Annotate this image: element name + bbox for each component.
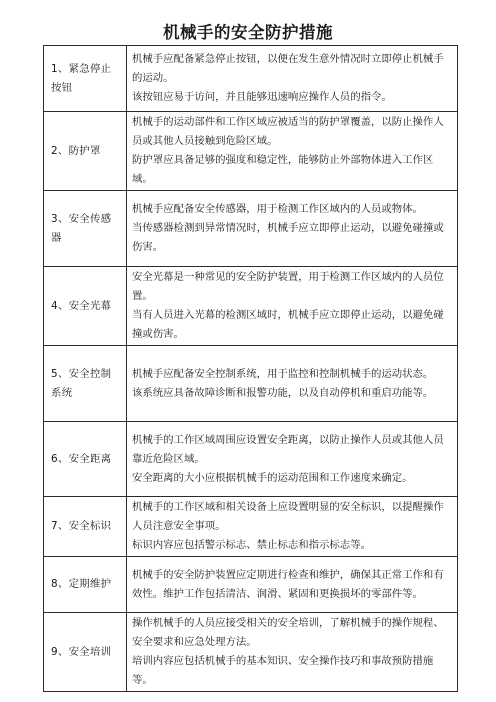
row-content [127, 46, 458, 112]
table-row [44, 422, 458, 497]
row-paragraph: 机械手的运动部件和工作区域应被适当的防护罩覆盖，以防止操作人员或其他人员接触到危险区域。 [132, 116, 444, 147]
row-label: 3、安全传感器 [44, 191, 127, 267]
row-content [127, 422, 458, 497]
row-paragraph: 机械手的工作区域周围应设置安全距离，以防止操作人员或其他人员靠近危险区域。 [132, 433, 444, 465]
row-paragraph: 机械手应配备紧急停止按钮，以便在发生意外情况时立即停止机械手的运动。 [132, 53, 444, 84]
row-label: 9、安全培训 [44, 613, 127, 692]
row-paragraph: 机械手应配备安全控制系统，用于监控和控制机械手的运动状态。 [132, 367, 434, 380]
row-paragraph: 该系统应具备故障诊断和报警功能，以及自动停机和重启功能等。 [132, 386, 434, 399]
row-paragraph: 安全距离的大小应根据机械手的运动范围和工作速度来确定。 [132, 471, 413, 484]
row-paragraph: 该按钮应易于访问，并且能够迅速响应操作人员的指令。 [132, 91, 392, 103]
row-paragraph: 防护罩应具备足够的强度和稳定性，能够防止外部物体进入工作区域。 [132, 154, 434, 185]
row-content [127, 613, 458, 692]
row-content [127, 557, 458, 613]
row-label: 7、安全标识 [44, 497, 127, 557]
row-paragraph: 当有人员进入光幕的检测区域时，机械手应立即停止运动，以避免碰撞或伤害。 [132, 309, 444, 340]
row-label: 2、防护罩 [44, 112, 127, 191]
table-row [44, 112, 458, 191]
table-row [44, 267, 458, 346]
row-paragraph: 当传感器检测到异常情况时，机械手应立即停止运动，以避免碰撞或伤害。 [132, 222, 444, 253]
row-label: 4、安全光幕 [44, 267, 127, 346]
row-paragraph: 培训内容应包括机械手的基本知识、安全操作技巧和事故预防措施等。 [132, 655, 434, 686]
table-row [44, 346, 458, 422]
row-label: 5、安全控制系统 [44, 346, 127, 422]
row-label: 8、定期维护 [44, 557, 127, 613]
safety-measures-table [43, 45, 458, 692]
row-content [127, 346, 458, 422]
table-row [44, 191, 458, 267]
row-content [127, 497, 458, 557]
row-label: 6、安全距离 [44, 422, 127, 497]
row-paragraph: 机械手应配备安全传感器，用于检测工作区域内的人员或物体。 [132, 203, 423, 215]
document-title: 机械手的安全防护措施 [163, 23, 333, 42]
row-paragraph: 机械手的安全防护装置应定期进行检查和维护，确保其正常工作和有效性。维护工作包括清洁、润滑、紧固和更换损坏的零部件等。 [132, 568, 444, 600]
table-row [44, 497, 458, 557]
row-paragraph: 安全光幕是一种常见的安全防护装置，用于检测工作区域内的人员位置。 [132, 271, 444, 302]
row-content [127, 191, 458, 267]
table-row [44, 46, 458, 112]
row-paragraph: 标识内容应包括警示标志、禁止标志和指示标志等。 [132, 539, 371, 551]
row-label: 1、紧急停止按钮 [44, 46, 127, 112]
row-content [127, 267, 458, 346]
table-row [44, 613, 458, 692]
row-paragraph: 机械手的工作区域和相关设备上应设置明显的安全标识，以提醒操作人员注意安全事项。 [132, 501, 444, 532]
row-paragraph: 操作机械手的人员应接受相关的安全培训，了解机械手的操作规程、安全要求和应急处理方法。 [132, 617, 444, 648]
row-content [127, 112, 458, 191]
table-row [44, 557, 458, 613]
